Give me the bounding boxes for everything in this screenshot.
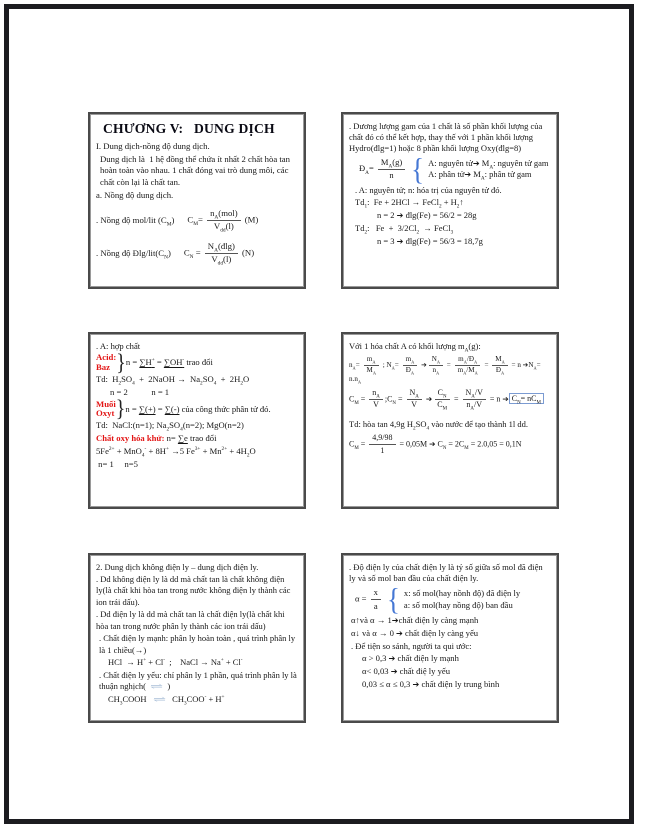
molar-concentration-row xyxy=(96,206,298,234)
slide-5-electrolytes xyxy=(88,553,306,723)
acid-base-n-values: n = 2 n = 1 xyxy=(110,386,170,397)
oxide-label: Oxyt xyxy=(96,408,115,419)
slide-4-cn-cm-relation xyxy=(341,332,559,509)
alpha-brace-cases xyxy=(404,588,520,611)
acid-base-example: Td: $H_2SO_4$ + 2NaOH → $Na_2SO_4 + 2H_2O$ xyxy=(96,373,250,387)
example-2-result: n = 3 ➔ đlg(Fe) = 56/3 = 18,7g xyxy=(377,235,483,246)
base-label: Baz xyxy=(96,361,110,372)
salt-oxide-example: Td: NaCl:(n=1); $Na_2SO_4(n=2)$; MgO(n=2) xyxy=(96,420,244,433)
subsection-heading: a. Nồng độ dung dịch. xyxy=(96,189,174,200)
salt-oxide-labels xyxy=(96,400,116,419)
worked-example-text: Td: hòa tan 4,9g $H_2SO_4$ vào nước để tạo thành 1l dd. xyxy=(349,418,528,432)
compound-heading: . A: hợp chất xyxy=(96,340,141,351)
definition-paragraph: Dung dịch là 1 hệ đồng thể chứa ít nhất 2 chất hòa tan hoàn toàn vào nhau. 1 chất đóng vai trò dung môi, các chất còn lại là chất tan. xyxy=(100,153,293,187)
mole-equivalent-chain: $n_A=$ $\frac{m_A}{M_A}$ ; $N_A=$ $\frac{m_A}{Đ_A}$ ➔ $\frac{N_A}{n_A}$ = $\frac{m_A/Đ_A}{m_A/M_A}$ = $\frac{M_A}{Đ_A}$ = n $➔N_A= n.n_A$ xyxy=(349,354,543,385)
acid-label: Acid: xyxy=(96,352,117,363)
salt-oxide-rule-group xyxy=(96,396,298,422)
strong-electrolyte-equations: HCl → H+ + Cl- ; NaCl → Na+ + Cl- xyxy=(108,657,243,668)
electrolyte-definition: . Dd điện ly là dd mà chất tan là chất điện ly(là chất khi hòa tan trong nước phân ly thành các ion trái dấu) xyxy=(96,609,287,631)
right-brace: } xyxy=(115,396,126,422)
redox-n-values: n= 1 n=5 xyxy=(96,458,138,469)
example-1-result: n = 2 ➔ đlg(Fe) = 56/2 = 28g xyxy=(377,210,477,221)
acid-base-labels xyxy=(96,353,116,372)
slide-2-equivalent-weight xyxy=(341,112,559,289)
blue-brace: { xyxy=(411,151,425,187)
equivalent-weight-formula: $Đ_A=$ $\frac{M_A(g)}{n}$ xyxy=(359,157,407,181)
brace-cases xyxy=(428,158,548,181)
a-definition: a: số mol(hay nồng độ) ban đầu xyxy=(403,599,513,610)
slide-6-dissociation-degree xyxy=(341,553,559,723)
slide-1-chapter-dung-dich xyxy=(88,112,306,289)
non-electrolyte-definition: . Dd không điện ly là dd mà chất tan là chất không điện ly(là chất khi hòa tan trong nước không điện ly thành các ion trái dấu). xyxy=(96,574,293,607)
equivalent-weight-formula-group xyxy=(359,151,551,187)
redox-rule: n= ∑e trao đổi xyxy=(164,433,217,444)
salt-label: Muối xyxy=(96,398,116,409)
atom-case-line: A: nguyên tử➔ $M_A$: nguyên tử gam xyxy=(428,157,549,171)
blue-brace: { xyxy=(386,582,400,617)
molar-concentration-label: . Nồng độ mol/lit $(C_M)$ xyxy=(96,214,175,228)
acid-base-rule: n = ∑H+ = ∑OH- trao đổi xyxy=(125,357,213,368)
normal-concentration-formula: $C_N$ = $N_A(đ\lg)$ $V_{dd}(l)$ (N) xyxy=(183,240,255,268)
section-heading: I. Dung dịch-nồng độ dung dịch. xyxy=(96,141,210,151)
right-brace: } xyxy=(116,350,126,376)
alpha-formula-group xyxy=(355,582,551,617)
valence-note: . A: nguyên tử; n: hóa trị của nguyên tử đó. xyxy=(355,184,502,195)
strong-electrolyte-definition: . Chất điện ly mạnh: phân ly hoàn toàn , quá trình phân ly là 1 chiều(→) xyxy=(99,633,298,655)
alpha-formula: α = $\frac{x}{a}$ xyxy=(355,587,383,612)
molar-concentration-formula: $C_M=$ $n_A(mol)$ $V_{dd}(l)$ (M) xyxy=(187,207,259,235)
example-1-equation: $Td_1$: Fe + 2HCl → FeCl$_2$ + $H_2↑$ xyxy=(355,197,464,210)
equivalent-weight-definition: . Dương lượng gam của 1 chất là số phần khối lượng của chất đó có thể kết hợp, thay thế với 1 phần khối lượng Hydro(đlg=1) hoặc 8 phần khối lượng Oxy(đlg=8) xyxy=(349,120,545,153)
dissociation-definition: . Độ điện ly của chất điện ly là tỷ số giữa số mol đã điện ly và số mol ban đầu của chất điện ly. xyxy=(349,561,545,583)
salt-oxide-rule: n = ∑(+) = ∑(-) của công thức phân tử đó. xyxy=(125,403,271,414)
convention-intro: . Để tiện so sánh, người ta qui ước: xyxy=(351,640,472,651)
redox-equation: $5Fe^{2+} + MnO_4^- + 8H^+ \to 5$ $Fe^{3+} + Mn^{2+} + 4H_2O$ xyxy=(96,445,256,459)
redox-rule-line xyxy=(96,433,298,444)
weak-threshold: α< 0,03 ➔ chất điệ ly yếu xyxy=(362,666,451,677)
alpha-strong-rule: α↑và α → 1➔chất điện ly càng mạnh xyxy=(351,614,479,625)
x-definition: x: số mol(hay nồnh độ) đã điện ly xyxy=(403,588,521,599)
molecule-case-line: A: phân tử➔ $M_A$: phân tử gam xyxy=(428,169,532,183)
relation-intro: Với 1 hóa chất A có khối lượng $m_A(g)$: xyxy=(349,340,481,354)
chapter-title: CHƯƠNG V: DUNG DỊCH xyxy=(103,121,275,136)
slide-3-compound-rules xyxy=(88,332,306,509)
alpha-weak-rule: α↓ và α → 0 ➔ chất điện ly càng yếu xyxy=(351,627,479,638)
weak-electrolyte-equation: $CH_3COOH$ ⇌ $CH_3COO^- + H^+$ xyxy=(108,693,225,707)
redox-label: Chất oxy hóa khử: xyxy=(96,433,165,444)
concentration-chain: $C_M$ = $\frac{n_A}{V}$ $;C_N$ = $\frac{N_A}{V}$ ➔ $\frac{C_N}{C_M}$ = $\frac{N_A/V}{n_A/V}$ = n ➔ $C_N= nC_M$ xyxy=(349,388,551,411)
worked-example-calculation: $C_M$ = $\frac{4,9/98}{1}$ = 0,05M ➔ $C_N = 2C_M = 2.0,05 = 0,1N$ xyxy=(349,433,522,455)
medium-threshold: 0,03 ≤ α ≤ 0,3 ➔ chất điện ly trung bình xyxy=(362,679,500,690)
normal-concentration-label: . Nồng độ Đlg/$lit(C_N)$ xyxy=(96,247,171,261)
strong-threshold: α > 0,3 ➔ chất điện ly mạnh xyxy=(362,653,459,664)
weak-electrolyte-definition: . Chất điện ly yếu: chỉ phân ly 1 phần, quá trình phân ly là thuận nghịch( ⇌ ) xyxy=(99,669,299,692)
acid-base-rule-group xyxy=(96,350,298,376)
example-2-equation: $Td_2$: $Fe + 3/2Cl_2$ → FeCl$_3$ xyxy=(355,223,454,236)
normal-concentration-row xyxy=(96,239,298,267)
electrolyte-heading: 2. Dung dịch không điện ly – dung dịch điện ly. xyxy=(96,561,259,572)
